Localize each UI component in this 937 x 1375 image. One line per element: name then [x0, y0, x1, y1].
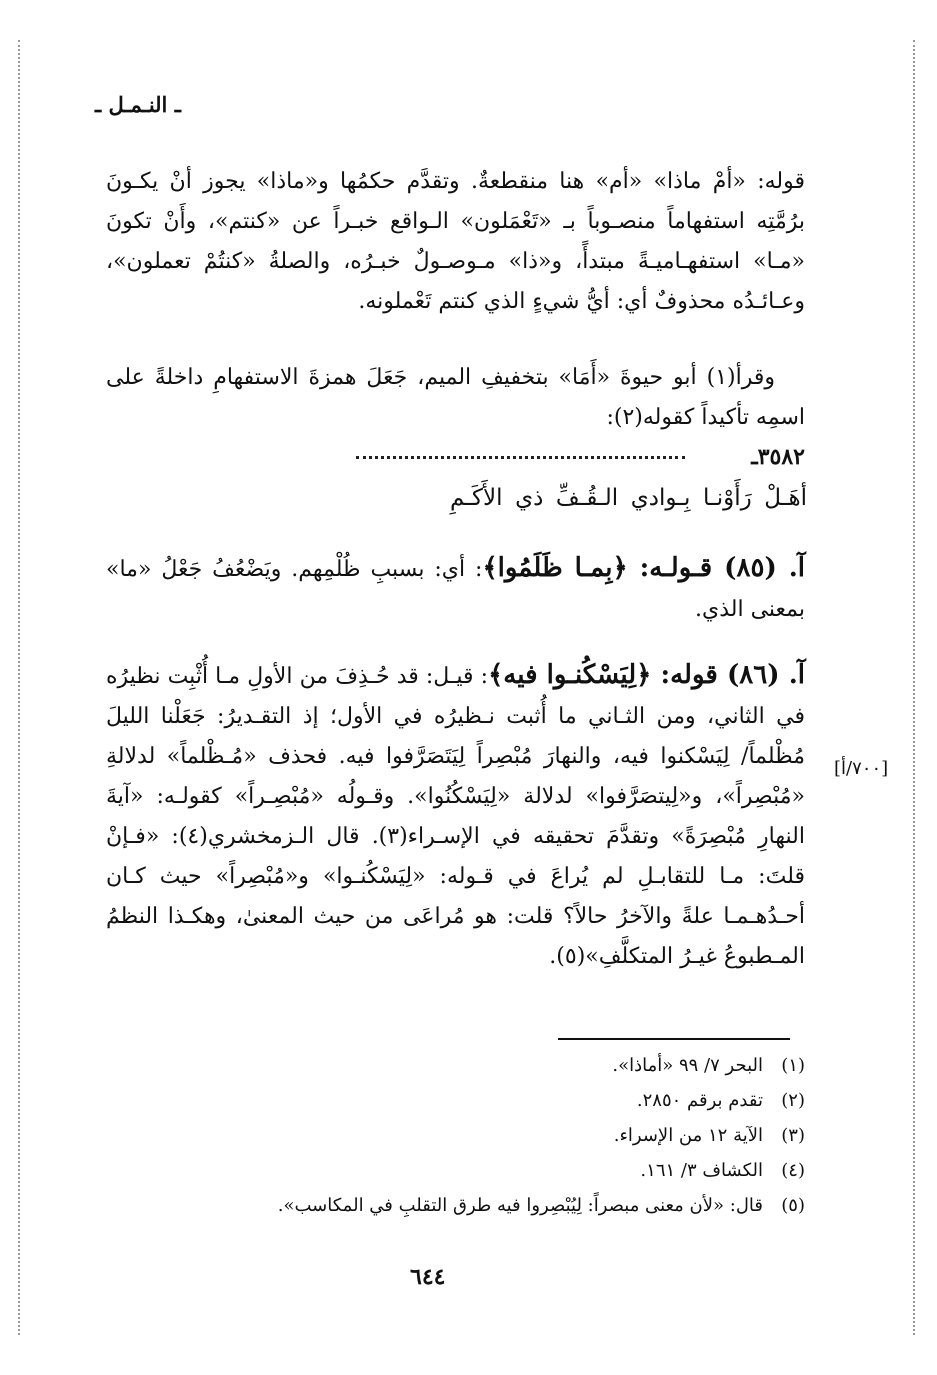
footnote-separator — [558, 1038, 790, 1040]
ayah-85-text: : أي: بسببِ ظُلْمِهم. ويَضْعُفُ جَعْلُ «ما» بمعنى الذي. — [106, 557, 805, 622]
poetry-verse: أهَـلْ رَأَوْنـا بِـوادي الـقُـفِّ ذي الأَكَـمِ — [450, 485, 807, 511]
footnote-number: (١) — [781, 1055, 805, 1076]
footnote-text: تقدم برقم ٢٨٥٠. — [636, 1090, 763, 1111]
verse-number-row — [106, 444, 805, 476]
paragraph-ayah-85 — [106, 548, 805, 630]
paragraph-2: وقرأ(١) أبو حيوةَ «أَمَا» بتخفيفِ الميم، جَعَلَ همزةَ الاستفهامِ داخلةً على اسمِه تأكيداً كقوله(٢): — [106, 365, 805, 430]
running-header: ـ النـمـل ـ — [95, 92, 181, 117]
verse-number: ٣٥٨٢ـ — [751, 444, 805, 470]
footnote-item — [200, 1048, 805, 1083]
footnote-number: (٢) — [781, 1090, 805, 1111]
ayah-86-text: : قيـل: قد حُـذِفَ من الأولِ مـا أُثْبِت نظيرُه في الثاني، ومن الثـاني ما أُثبت نـظيرُه في الأول؛ إذ التقـديرُ: جَعَلْنا الليلَ مُظْلماً/ لِيَسْكنوا فيه، والنهارَ مُبْصِراً لِيَتَصَرَّفوا فيه. فحذف «مُـظْلماً» لدلالةِ «مُبْصِراً»، و«لِيتصَرَّفوا» لدلالة «لِيَسْكُنُوا». وقـولُه «مُبْصِـراً» كقولـه: «آيةَ النهارِ مُبْصِرَةً» وتقدَّمَ تحقيقه في الإسـراء(٣). قال الـزمخشري(٤): «فـإنْ قلتَ: مـا للتقابـلِ لم يُراعَ في قـوله: «لِيَسْكُنـوا» و«مُبْصِراً» حيث كـان أحـدُهـمـا علةً والآخرُ حالاً؟ قلت: هو مُراعَى من حيث المعنىٰ، وهكـذا النظمُ المـطبوعُ غيـرُ المتكلَّفِ»(٥). — [106, 664, 805, 969]
footnotes-list — [200, 1048, 805, 1223]
paragraph-ayah-86 — [106, 655, 805, 977]
ayah-86-label: آ. (٨٦) قوله: ﴿لِيَسْكُنـوا فيه﴾ — [488, 660, 805, 690]
footnote-number: (٣) — [781, 1125, 805, 1146]
paragraph-1: قوله: «أمْ ماذا» «أم» هنا منقطعةٌ. وتقدَّم حكمُها و«ماذا» يجوز أنْ يكـونَ برُمَّتِه استفهاماً منصـوباً بـ «تَعْمَلون» الـواقع خبـراً عن «كنتم»، وأَنْ تكونَ «مـا» استفهـاميـةً مبتدأً، و«ذا» مـوصـولٌ خبـرُه، والصلةُ «كنتُمْ تعملون»، وعـائـدُه محذوفٌ أي: أيُّ شيءٍ الذي كنتم تَعْملونه. — [106, 169, 805, 314]
footnote-item — [200, 1118, 805, 1153]
page-number: ٦٤٤ — [410, 1264, 446, 1290]
footnote-item — [200, 1083, 805, 1118]
footnote-number: (٤) — [781, 1160, 805, 1181]
ayah-85-label: آ. (٨٥) قـولـه: ﴿بِمـا ظَلَمُوا﴾ — [482, 553, 805, 583]
scan-margin-dots-left — [18, 40, 20, 1335]
verse-dotted-line — [356, 456, 685, 459]
footnote-text: الكشاف ٣/ ١٦١. — [640, 1160, 763, 1181]
manuscript-folio-note: [٧٠٠/أ] — [834, 758, 889, 779]
scan-margin-dots-right — [913, 40, 915, 1335]
footnote-text: قال: «لأن معنى مبصراً: لِيُبْصِروا فيه طرق التقلبِ في المكاسب». — [277, 1195, 763, 1216]
footnote-item — [200, 1188, 805, 1223]
footnote-text: البحر ٧/ ٩٩ «أماذا». — [612, 1055, 763, 1076]
footnote-item — [200, 1153, 805, 1188]
footnote-number: (٥) — [781, 1195, 805, 1216]
footnote-text: الآية ١٢ من الإسراء. — [613, 1125, 763, 1146]
